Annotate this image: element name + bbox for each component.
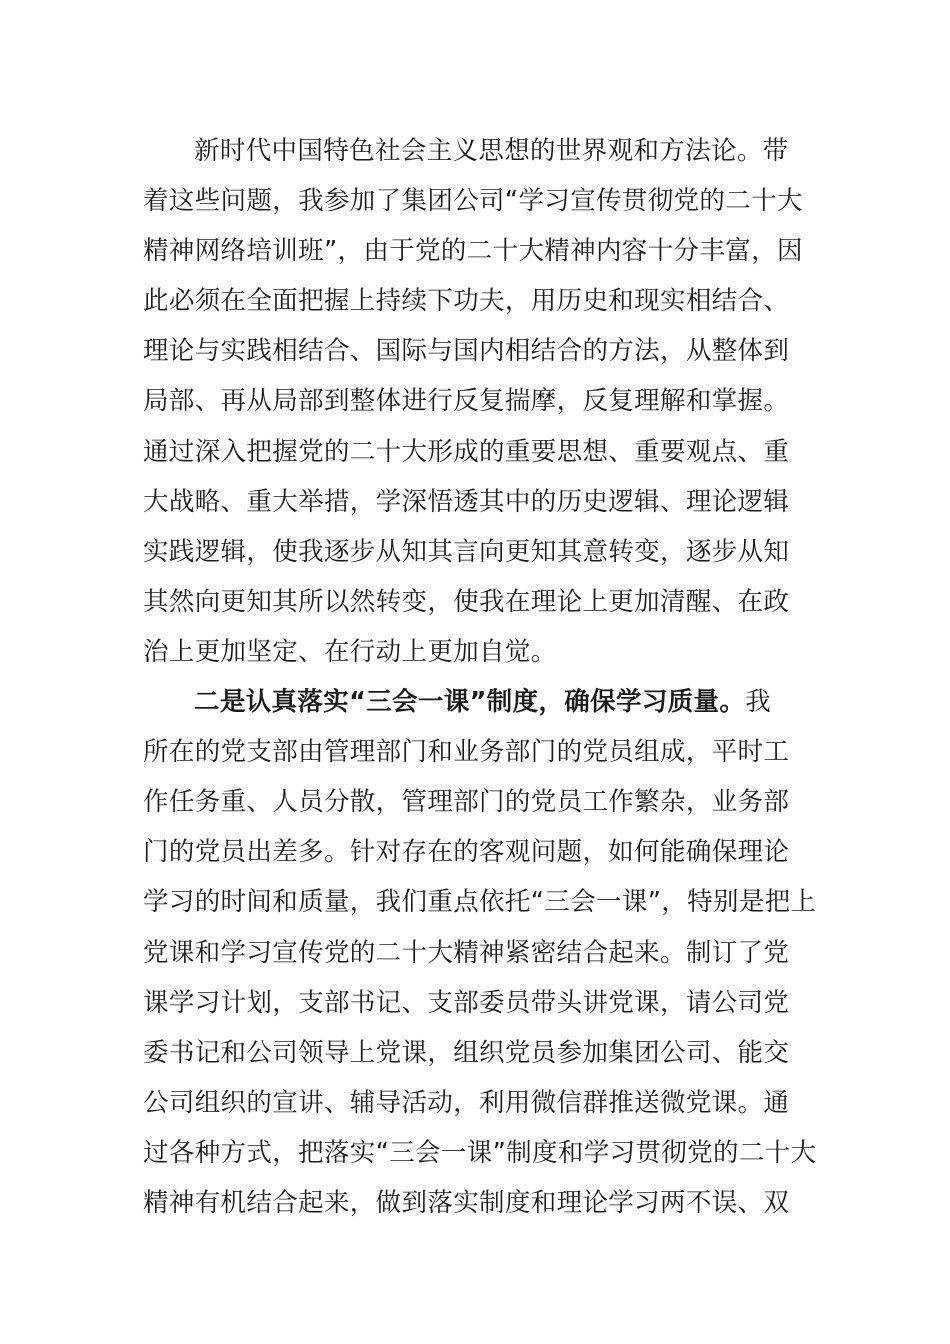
paragraph-2 xyxy=(143,677,817,1228)
text-line: 门的党员出差多。针对存在的客观问题，如何能确保理论 xyxy=(143,837,790,868)
paragraph-2-first-line xyxy=(143,677,807,727)
heading-trailing-text: 我 xyxy=(745,687,772,718)
text-line: 学习的时间和质量，我们重点依托“三会一课”，特别是把上 xyxy=(143,887,817,918)
text-line: 通过深入把握党的二十大形成的重要思想、重要观点、重 xyxy=(143,436,790,467)
text-line: 精神有机结合起来，做到落实制度和理论学习两不误、双 xyxy=(143,1187,790,1218)
text-line: 所在的党支部由管理部门和业务部门的党员组成，平时工 xyxy=(143,737,790,768)
text-line: 委书记和公司领导上党课，组织党员参加集团公司、能交 xyxy=(143,1037,790,1068)
text-line: 精神网络培训班”，由于党的二十大精神内容十分丰富，因 xyxy=(143,236,803,267)
text-line: 新时代中国特色社会主义思想的世界观和方法论。带 xyxy=(194,136,789,166)
text-line: 课学习计划，支部书记、支部委员带头讲党课，请公司党 xyxy=(143,987,790,1018)
document-body xyxy=(143,126,817,1228)
text-line: 大战略、重大举措，学深悟透其中的历史逻辑、理论逻辑 xyxy=(143,486,790,517)
text-line: 实践逻辑，使我逐步从知其言向更知其意转变，逐步从知 xyxy=(143,536,790,567)
text-line: 治上更加坚定、在行动上更加自觉。 xyxy=(143,636,557,667)
text-line: 其然向更知其所以然转变，使我在理论上更加清醒、在政 xyxy=(143,586,790,617)
section-heading: 二是认真落实“三会一课”制度，确保学习质量。 xyxy=(194,687,746,718)
text-line: 此必须在全面把握上持续下功夫，用历史和现实相结合、 xyxy=(143,286,790,317)
text-line: 理论与实践相结合、国际与国内相结合的方法，从整体到 xyxy=(143,336,790,367)
text-line: 局部、再从局部到整体进行反复揣摩，反复理解和掌握。 xyxy=(143,386,790,417)
text-line: 党课和学习宣传党的二十大精神紧密结合起来。制订了党 xyxy=(143,937,790,968)
text-line: 作任务重、人员分散，管理部门的党员工作繁杂，业务部 xyxy=(143,787,790,818)
text-line: 公司组织的宣讲、辅导活动，利用微信群推送微党课。通 xyxy=(143,1087,790,1118)
text-line: 着这些问题，我参加了集团公司“学习宣传贯彻党的二十大 xyxy=(143,186,803,217)
paragraph-1 xyxy=(143,126,807,677)
text-line: 过各种方式，把落实“三会一课”制度和学习贯彻党的二十大 xyxy=(143,1137,817,1168)
